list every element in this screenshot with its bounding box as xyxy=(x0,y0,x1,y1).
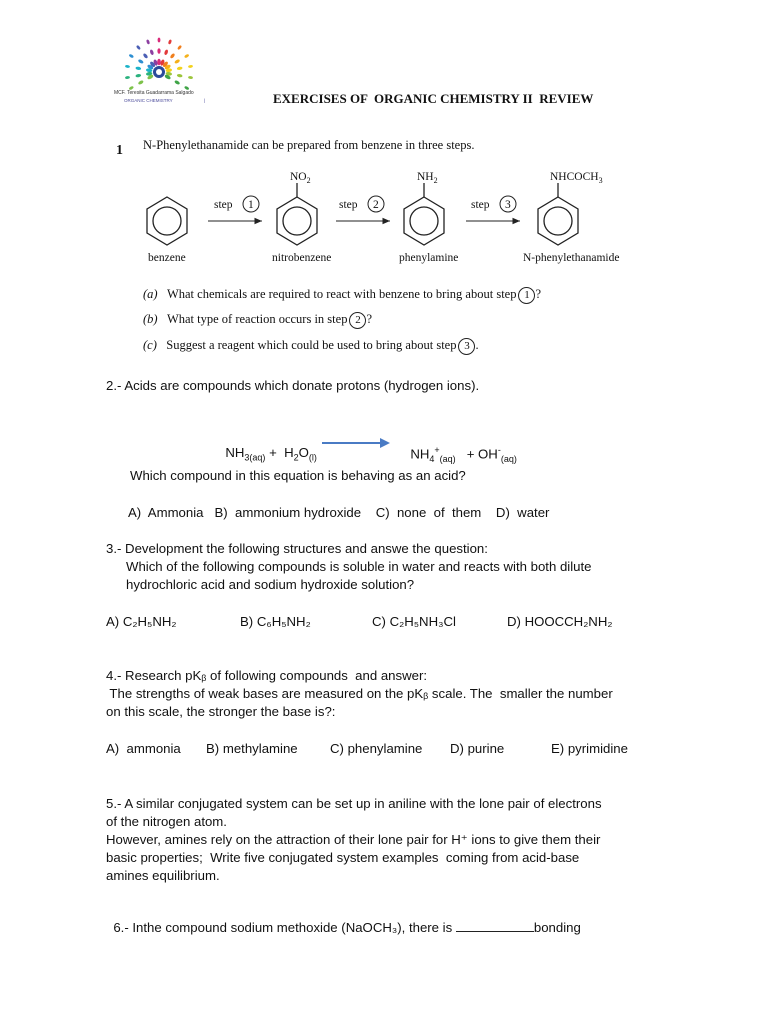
logo-petal xyxy=(177,45,182,50)
logo-petal xyxy=(188,76,193,80)
q2-question: Which compound in this equation is behaving as an acid? xyxy=(130,468,466,483)
q3-line2: Which of the following compounds is soluble in water and reacts with both dilute xyxy=(126,559,592,574)
logo-petal xyxy=(149,49,154,55)
benzene-ring xyxy=(147,197,187,245)
equation-arrow-icon xyxy=(322,436,392,450)
q5-line1: 5.- A similar conjugated system can be set up in aniline with the lone pair of electrons xyxy=(106,796,602,811)
q5-line3: However, amines rely on the attraction of their lone pair for H⁺ ions to give them their xyxy=(106,832,601,847)
q6-text: 6.- Inthe compound sodium methoxide (NaOCH₃), there is bonding xyxy=(113,920,581,935)
q3-line3: hydrochloric acid and sodium hydroxide solution? xyxy=(126,577,415,592)
phenylamine-label: phenylamine xyxy=(399,252,459,264)
q1-part-a: (a) What chemicals are required to react with benzene to bring about step 1 ? xyxy=(143,287,541,304)
q4-option-b: B) methylamine xyxy=(206,741,298,756)
phenylethanamide-label: N-phenylethanamide xyxy=(523,252,620,264)
logo-petal xyxy=(174,59,180,65)
logo-petal xyxy=(157,48,160,54)
logo-petal xyxy=(168,39,172,44)
logo-petal xyxy=(142,53,148,59)
logo-petal xyxy=(174,80,180,86)
q5-line4: basic properties; Write five conjugated system examples coming from acid-base xyxy=(106,850,580,865)
phenylamine-ring xyxy=(404,183,444,245)
step-3-label: step xyxy=(471,199,490,211)
nhcoch3-group: $NHCOCH_3$ xyxy=(550,171,603,185)
q1-part-b: (b) What type of reaction occurs in step 2 ? xyxy=(143,312,372,329)
q6-answer-blank[interactable] xyxy=(456,921,534,932)
step-1-number: 1 xyxy=(248,199,254,211)
q2-options: A) Ammonia B) ammonium hydroxide C) none of them D) water xyxy=(128,505,550,520)
q2-equation-right: $NH_4^+_{(aq)}$ + $OH^-_{(aq)}$ xyxy=(410,445,517,465)
q2-text: 2.- Acids are compounds which donate protons (hydrogen ions). xyxy=(106,378,480,393)
benzene-label: benzene xyxy=(148,252,186,264)
q1-intro: N-Phenylethanamide can be prepared from benzene in three steps. xyxy=(143,138,475,152)
logo-petal xyxy=(136,45,141,50)
logo-petal xyxy=(157,59,161,65)
q5-line5: amines equilibrium. xyxy=(106,868,220,883)
step-2-label: step xyxy=(339,199,358,211)
q4-line2: The strengths of weak bases are measured on the pKᵦ scale. The smaller the number xyxy=(106,686,613,701)
logo-petal xyxy=(169,53,175,59)
step-1-label: step xyxy=(214,199,233,211)
logo-petal xyxy=(158,38,161,43)
q4-line1: 4.- Research pKᵦ of following compounds and answer: xyxy=(106,668,428,683)
logo-petal xyxy=(164,49,169,55)
logo-petal xyxy=(138,59,144,65)
page-title: EXERCISES OF ORGANIC CHEMISTRY II REVIEW xyxy=(273,91,594,106)
q4-option-d: D) purine xyxy=(450,741,505,756)
q1-part-c: (c) Suggest a reagent which could be used to bring about step 3 . xyxy=(143,338,479,355)
q4-option-e: E) pyrimidine xyxy=(551,741,628,756)
logo-petal xyxy=(177,66,183,70)
no2-group: $NO_2$ xyxy=(290,171,311,185)
q1-number: 1 xyxy=(116,143,123,158)
q2-equation-left: $NH_{3(aq)} + H_2O_{(l)}$ xyxy=(225,445,317,463)
logo-subtitle: ORGANIC CHEMISTRY xyxy=(124,98,173,103)
phenylethanamide-ring xyxy=(538,183,578,245)
q4-line3: on this scale, the stronger the base is?: xyxy=(106,704,336,719)
logo-center-dot xyxy=(156,69,162,75)
nitrobenzene-label: nitrobenzene xyxy=(272,252,332,264)
q4-option-c: C) phenylamine xyxy=(330,741,423,756)
logo-petal xyxy=(177,74,183,78)
logo-petal xyxy=(184,54,190,59)
q5-line2: of the nitrogen atom. xyxy=(106,814,227,829)
step-3-number: 3 xyxy=(505,199,511,211)
nh2-group: $NH_2$ xyxy=(417,171,438,185)
logo-petal xyxy=(129,54,135,59)
logo-petal xyxy=(146,39,150,44)
logo-petal xyxy=(135,74,141,78)
q3-line1: 3.- Development the following structures and answe the question: xyxy=(106,541,488,556)
step-2-number: 2 xyxy=(373,199,379,211)
logo-author: MCF. Teresita Guadarrama Salgado xyxy=(114,90,194,96)
logo-divider: | xyxy=(204,98,206,103)
q4-option-a: A) ammonia xyxy=(106,741,181,756)
q3-option-a: A) C₂H₅NH₂ xyxy=(106,614,177,629)
q3-option-b: B) C₆H₅NH₂ xyxy=(240,614,311,629)
logo-petal xyxy=(135,66,141,70)
logo-burst-icon xyxy=(104,14,214,94)
logo-petal xyxy=(125,76,130,80)
logo xyxy=(104,14,214,110)
logo-petal xyxy=(188,65,193,69)
nitrobenzene-ring xyxy=(277,183,317,245)
q3-option-c: C) C₂H₅NH₃Cl xyxy=(372,614,456,629)
logo-petal xyxy=(125,65,130,69)
reaction-scheme xyxy=(140,165,670,275)
q3-option-d: D) HOOCCH₂NH₂ xyxy=(507,614,613,629)
logo-petal xyxy=(138,80,144,86)
